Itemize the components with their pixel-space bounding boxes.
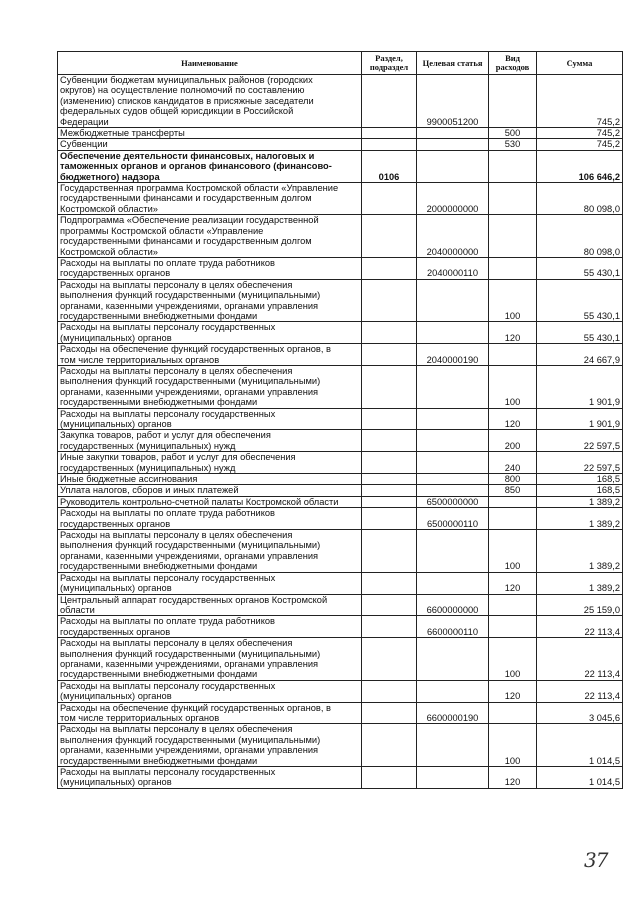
cell-target <box>417 128 489 139</box>
cell-sum: 1 014,5 <box>537 767 623 789</box>
cell-name: Расходы на выплаты по оплате труда работников государственных органов <box>58 616 362 638</box>
cell-section <box>362 508 417 530</box>
cell-sum: 745,2 <box>537 139 623 150</box>
cell-target <box>417 365 489 408</box>
cell-name: Расходы на выплаты персоналу в целях обеспечения выполнения функций государственными (муниципальными) органами, казенными учреждениями, органами управления государственными внебюджетными фондами <box>58 530 362 573</box>
cell-sum: 22 597,5 <box>537 452 623 474</box>
cell-kind: 100 <box>489 638 537 681</box>
header-target: Целевая статья <box>417 52 489 75</box>
table-row <box>58 767 623 789</box>
cell-section <box>362 128 417 139</box>
table-row <box>58 572 623 594</box>
budget-table-sheet <box>57 51 622 789</box>
cell-name: Расходы на выплаты персоналу в целях обеспечения выполнения функций государственными (муниципальными) органами, казенными учреждениями, органами управления государственными внебюджетными фондами <box>58 365 362 408</box>
cell-kind: 120 <box>489 767 537 789</box>
cell-section <box>362 183 417 215</box>
cell-target <box>417 638 489 681</box>
cell-section <box>362 75 417 128</box>
table-header-row <box>58 52 623 75</box>
cell-sum: 1 389,2 <box>537 496 623 507</box>
cell-target: 6600000000 <box>417 594 489 616</box>
cell-kind <box>489 257 537 279</box>
cell-section <box>362 680 417 702</box>
cell-section <box>362 572 417 594</box>
cell-kind: 120 <box>489 572 537 594</box>
cell-name: Расходы на выплаты по оплате труда работников государственных органов <box>58 257 362 279</box>
table-row <box>58 408 623 430</box>
cell-name: Расходы на выплаты персоналу в целях обеспечения выполнения функций государственными (муниципальными) органами, казенными учреждениями, органами управления государственными внебюджетными фондами <box>58 638 362 681</box>
cell-name: Подпрограмма «Обеспечение реализации государственной программы Костромской области «Управление государственными финансами и государственным долгом Костромской области» <box>58 215 362 258</box>
table-row <box>58 508 623 530</box>
table-row <box>58 638 623 681</box>
cell-kind: 120 <box>489 322 537 344</box>
table-row <box>58 530 623 573</box>
cell-kind <box>489 702 537 724</box>
cell-target <box>417 724 489 767</box>
cell-target: 2040000110 <box>417 257 489 279</box>
cell-sum: 22 597,5 <box>537 430 623 452</box>
cell-name: Иные бюджетные ассигнования <box>58 474 362 485</box>
cell-section <box>362 430 417 452</box>
cell-sum: 168,5 <box>537 485 623 496</box>
cell-kind: 850 <box>489 485 537 496</box>
cell-name: Расходы на обеспечение функций государственных органов, в том числе территориальных органов <box>58 344 362 366</box>
cell-sum: 1 389,2 <box>537 508 623 530</box>
cell-target <box>417 279 489 322</box>
cell-kind <box>489 616 537 638</box>
cell-sum: 745,2 <box>537 128 623 139</box>
cell-section: 0106 <box>362 150 417 182</box>
budget-table <box>57 51 623 789</box>
cell-target: 9900051200 <box>417 75 489 128</box>
cell-section <box>362 724 417 767</box>
cell-kind: 240 <box>489 452 537 474</box>
cell-kind <box>489 183 537 215</box>
cell-name: Расходы на обеспечение функций государственных органов, в том числе территориальных органов <box>58 702 362 724</box>
cell-sum: 24 667,9 <box>537 344 623 366</box>
table-row <box>58 279 623 322</box>
cell-section <box>362 408 417 430</box>
cell-kind: 530 <box>489 139 537 150</box>
cell-sum: 1 901,9 <box>537 365 623 408</box>
cell-section <box>362 485 417 496</box>
table-row <box>58 452 623 474</box>
cell-target: 2040000000 <box>417 215 489 258</box>
cell-name: Центральный аппарат государственных органов Костромской области <box>58 594 362 616</box>
cell-section <box>362 257 417 279</box>
table-row <box>58 150 623 182</box>
cell-name: Расходы на выплаты по оплате труда работников государственных органов <box>58 508 362 530</box>
cell-section <box>362 638 417 681</box>
cell-target <box>417 474 489 485</box>
cell-name: Государственная программа Костромской области «Управление государственными финансами и государственным долгом Костромской области» <box>58 183 362 215</box>
cell-name: Субвенции бюджетам муниципальных районов (городских округов) на осуществление полномочий по составлению (изменению) списков кандидатов в присяжные заседатели федеральных судов общей юрисдикции в Российской Федерации <box>58 75 362 128</box>
cell-target: 6500000110 <box>417 508 489 530</box>
table-row <box>58 680 623 702</box>
cell-sum: 3 045,6 <box>537 702 623 724</box>
cell-target: 6500000000 <box>417 496 489 507</box>
table-row <box>58 75 623 128</box>
cell-name: Руководитель контрольно-счетной палаты Костромской области <box>58 496 362 507</box>
cell-target <box>417 408 489 430</box>
cell-sum: 55 430,1 <box>537 257 623 279</box>
cell-sum: 1 389,2 <box>537 530 623 573</box>
cell-target <box>417 572 489 594</box>
cell-target <box>417 530 489 573</box>
table-row <box>58 724 623 767</box>
cell-section <box>362 530 417 573</box>
cell-section <box>362 279 417 322</box>
handwritten-page-number: 37 <box>584 848 608 872</box>
cell-kind: 200 <box>489 430 537 452</box>
cell-section <box>362 496 417 507</box>
cell-sum: 55 430,1 <box>537 322 623 344</box>
cell-name: Расходы на выплаты персоналу государственных (муниципальных) органов <box>58 767 362 789</box>
cell-target <box>417 322 489 344</box>
cell-name: Закупка товаров, работ и услуг для обеспечения государственных (муниципальных) нужд <box>58 430 362 452</box>
cell-section <box>362 215 417 258</box>
cell-kind: 100 <box>489 365 537 408</box>
table-row <box>58 344 623 366</box>
cell-section <box>362 139 417 150</box>
cell-name: Расходы на выплаты персоналу в целях обеспечения выполнения функций государственными (муниципальными) органами, казенными учреждениями, органами управления государственными внебюджетными фондами <box>58 724 362 767</box>
header-section: Раздел, подраздел <box>362 52 417 75</box>
cell-kind <box>489 215 537 258</box>
cell-section <box>362 322 417 344</box>
cell-name: Субвенции <box>58 139 362 150</box>
cell-target <box>417 452 489 474</box>
cell-name: Межбюджетные трансферты <box>58 128 362 139</box>
cell-kind: 100 <box>489 530 537 573</box>
cell-target <box>417 485 489 496</box>
cell-kind <box>489 496 537 507</box>
table-row <box>58 430 623 452</box>
cell-sum: 22 113,4 <box>537 616 623 638</box>
cell-name: Обеспечение деятельности финансовых, налоговых и таможенных органов и органов финансового (финансово- бюджетного) надзора <box>58 150 362 182</box>
cell-sum: 168,5 <box>537 474 623 485</box>
cell-kind <box>489 594 537 616</box>
cell-target <box>417 767 489 789</box>
header-kind: Вид расходов <box>489 52 537 75</box>
cell-section <box>362 594 417 616</box>
table-row <box>58 365 623 408</box>
table-row <box>58 474 623 485</box>
cell-section <box>362 344 417 366</box>
cell-sum: 22 113,4 <box>537 680 623 702</box>
cell-sum: 80 098,0 <box>537 183 623 215</box>
table-row <box>58 257 623 279</box>
table-row <box>58 485 623 496</box>
table-row <box>58 139 623 150</box>
cell-section <box>362 365 417 408</box>
cell-name: Расходы на выплаты персоналу государственных (муниципальных) органов <box>58 572 362 594</box>
cell-kind <box>489 344 537 366</box>
table-row <box>58 594 623 616</box>
cell-kind <box>489 150 537 182</box>
cell-target <box>417 139 489 150</box>
cell-target <box>417 430 489 452</box>
cell-target <box>417 150 489 182</box>
cell-section <box>362 767 417 789</box>
cell-sum: 106 646,2 <box>537 150 623 182</box>
cell-kind: 120 <box>489 680 537 702</box>
cell-section <box>362 452 417 474</box>
cell-target: 2040000190 <box>417 344 489 366</box>
cell-target <box>417 680 489 702</box>
cell-kind: 100 <box>489 279 537 322</box>
table-row <box>58 702 623 724</box>
cell-name: Расходы на выплаты персоналу государственных (муниципальных) органов <box>58 322 362 344</box>
cell-section <box>362 702 417 724</box>
cell-name: Расходы на выплаты персоналу в целях обеспечения выполнения функций государственными (муниципальными) органами, казенными учреждениями, органами управления государственными внебюджетными фондами <box>58 279 362 322</box>
cell-sum: 745,2 <box>537 75 623 128</box>
cell-name: Уплата налогов, сборов и иных платежей <box>58 485 362 496</box>
cell-name: Расходы на выплаты персоналу государственных (муниципальных) органов <box>58 408 362 430</box>
cell-sum: 1 014,5 <box>537 724 623 767</box>
cell-kind: 100 <box>489 724 537 767</box>
cell-kind <box>489 508 537 530</box>
cell-name: Иные закупки товаров, работ и услуг для обеспечения государственных (муниципальных) нужд <box>58 452 362 474</box>
cell-sum: 1 389,2 <box>537 572 623 594</box>
cell-target: 6600000190 <box>417 702 489 724</box>
table-row <box>58 322 623 344</box>
cell-target: 2000000000 <box>417 183 489 215</box>
cell-sum: 55 430,1 <box>537 279 623 322</box>
table-row <box>58 128 623 139</box>
cell-section <box>362 616 417 638</box>
table-row <box>58 215 623 258</box>
cell-name: Расходы на выплаты персоналу государственных (муниципальных) органов <box>58 680 362 702</box>
header-sum: Сумма <box>537 52 623 75</box>
table-row <box>58 183 623 215</box>
header-name: Наименование <box>58 52 362 75</box>
cell-sum: 80 098,0 <box>537 215 623 258</box>
cell-kind <box>489 75 537 128</box>
cell-kind: 800 <box>489 474 537 485</box>
cell-kind: 120 <box>489 408 537 430</box>
table-row <box>58 616 623 638</box>
cell-target: 6600000110 <box>417 616 489 638</box>
cell-sum: 1 901,9 <box>537 408 623 430</box>
table-body <box>58 75 623 789</box>
table-row <box>58 496 623 507</box>
cell-section <box>362 474 417 485</box>
cell-kind: 500 <box>489 128 537 139</box>
cell-sum: 25 159,0 <box>537 594 623 616</box>
cell-sum: 22 113,4 <box>537 638 623 681</box>
